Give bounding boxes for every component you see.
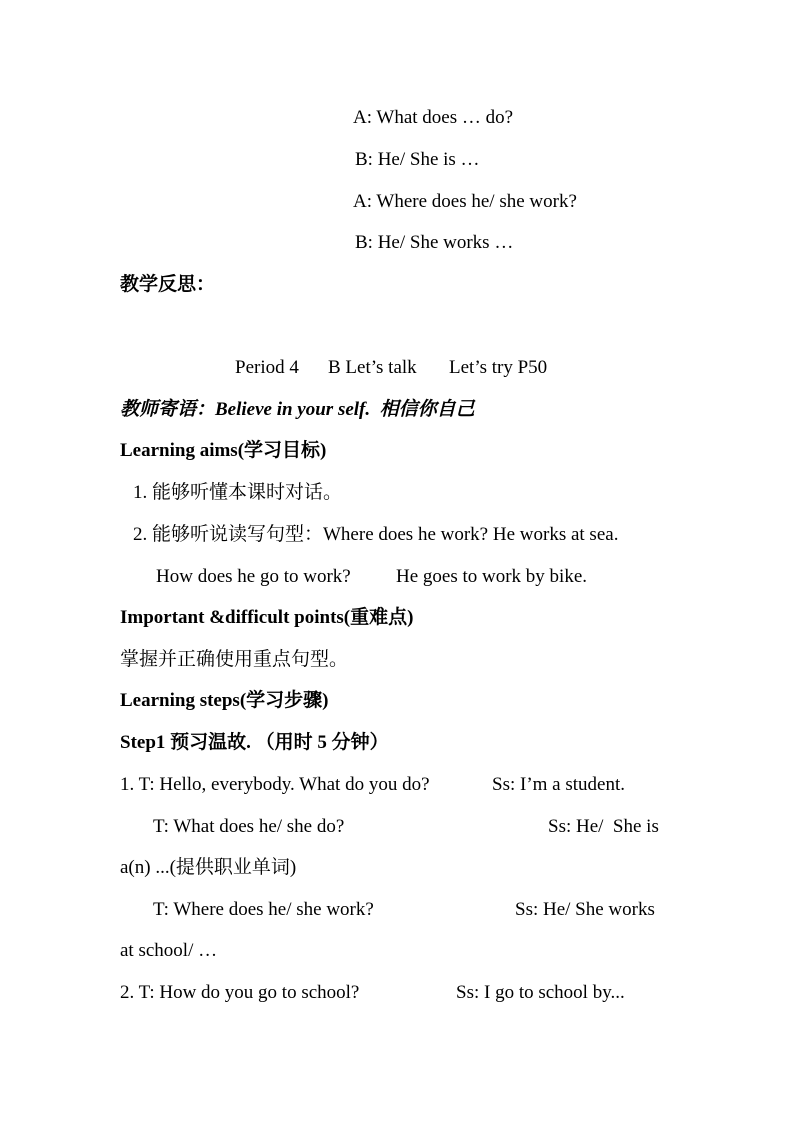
step1-line3-students: Ss: He/ She works: [515, 899, 655, 920]
dialogue-line-a1: A: What does … do?: [353, 107, 514, 128]
points-heading: Important &difficult points(重难点): [120, 607, 414, 628]
step1-line3-cont: at school/ …: [120, 940, 218, 961]
step1-line4-students: Ss: I go to school by...: [456, 982, 625, 1003]
points-text: 掌握并正确使用重点句型。: [120, 649, 349, 670]
dialogue-line-b1: B: He/ She is …: [355, 149, 480, 170]
period-try: Let’s try P50: [449, 357, 548, 378]
aim-item-2: 2. 能够听说读写句型：Where does he work? He works at sea.: [133, 524, 619, 545]
dialogue-line-a2: A: Where does he/ she work?: [353, 191, 577, 212]
reflection-label: 教学反思：: [120, 274, 216, 295]
dialogue-line-b2: B: He/ She works …: [355, 232, 514, 253]
teacher-motto: 教师寄语：Believe in your self. 相信你自己: [120, 399, 475, 420]
step1-line1-teacher: 1. T: Hello, everybody. What do you do?: [120, 774, 430, 795]
period-number: Period 4: [235, 357, 299, 378]
aim-item-2-cont-b: He goes to work by bike.: [396, 566, 588, 587]
step1-line4-teacher: 2. T: How do you go to school?: [120, 982, 360, 1003]
steps-heading: Learning steps(学习步骤): [120, 690, 329, 711]
aim-item-1: 1. 能够听懂本课时对话。: [133, 482, 343, 503]
step1-line1-students: Ss: I’m a student.: [492, 774, 625, 795]
period-part: B Let’s talk: [328, 357, 417, 378]
step1-line2-cont: a(n) ...(提供职业单词): [120, 857, 297, 878]
step1-line2-students: Ss: He/ She is: [548, 816, 659, 837]
step1-line2-teacher: T: What does he/ she do?: [153, 816, 345, 837]
aim-item-2-cont-a: How does he go to work?: [156, 566, 351, 587]
aims-heading: Learning aims(学习目标): [120, 440, 327, 461]
step1-line3-teacher: T: Where does he/ she work?: [153, 899, 374, 920]
step1-heading: Step1 预习温故. （用时 5 分钟）: [120, 732, 389, 753]
